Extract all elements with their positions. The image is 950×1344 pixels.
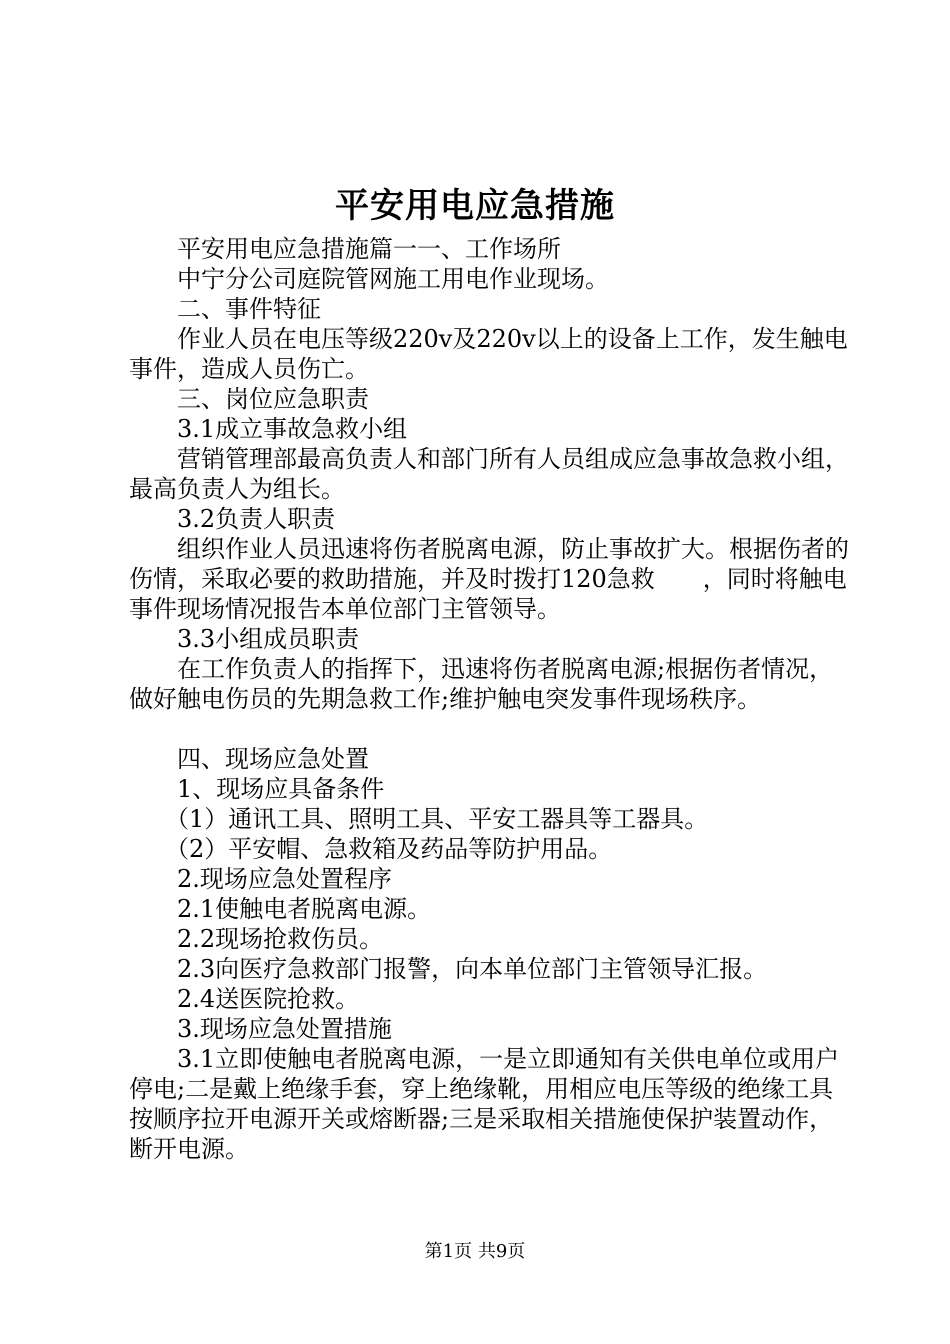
paragraph: 2.3向医疗急救部门报警，向本单位部门主管领导汇报。 [177, 955, 768, 983]
document-title: 平安用电应急措施 [335, 186, 615, 226]
paragraph: 2.4送医院抢救。 [177, 985, 360, 1013]
paragraph: 二、事件特征 [177, 295, 321, 323]
paragraph: 3.现场应急处置措施 [177, 1015, 392, 1043]
document-body [129, 234, 849, 1164]
paragraph: 中宁分公司庭院管网施工用电作业现场。 [177, 265, 609, 293]
paragraph: 营销管理部最高负责人和部门所有人员组成应急事故急救小组，最高负责人为组长。 [129, 445, 849, 503]
paragraph: 2.2现场抢救伤员。 [177, 925, 384, 953]
paragraph: 2.现场应急处置程序 [177, 865, 392, 893]
paragraph: 3.3小组成员职责 [177, 625, 360, 653]
paragraph: 三、岗位应急职责 [177, 385, 369, 413]
paragraph: 在工作负责人的指挥下，迅速将伤者脱离电源;根据伤者情况，做好触电伤员的先期急救工作;维护触电突发事件现场秩序。 [129, 655, 834, 713]
paragraph: 作业人员在电压等级220v及220v以上的设备上工作，发生触电事件，造成人员伤亡。 [129, 325, 848, 383]
paragraph: 3.1成立事故急救小组 [177, 415, 408, 443]
paragraph: 组织作业人员迅速将伤者脱离电源，防止事故扩大。根据伤者的伤情，采取必要的救助措施，并及时拨打120急救 ，同时将触电事件现场情况报告本单位部门主管领导。 [129, 535, 849, 623]
paragraph: 3.2负责人职责 [177, 505, 336, 533]
paragraph: 2.1使触电者脱离电源。 [177, 895, 432, 923]
paragraph: 平安用电应急措施篇一一、工作场所 [177, 235, 561, 263]
page-footer: 第1页 共9页 [424, 1241, 526, 1262]
blank-line [129, 714, 849, 744]
paragraph: （2）平安帽、急救箱及药品等防护用品。 [165, 835, 613, 863]
paragraph: 3.1立即使触电者脱离电源，一是立即通知有关供电单位或用户停电;二是戴上绝缘手套，穿上绝缘靴，用相应电压等级的绝缘工具按顺序拉开电源开关或熔断器;三是采取相关措施使保护装置动作，断开电源。 [129, 1045, 840, 1163]
paragraph: （1）通讯工具、照明工具、平安工器具等工器具。 [165, 805, 709, 833]
paragraph: 1、现场应具备条件 [177, 775, 385, 803]
paragraph: 四、现场应急处置 [177, 745, 369, 773]
